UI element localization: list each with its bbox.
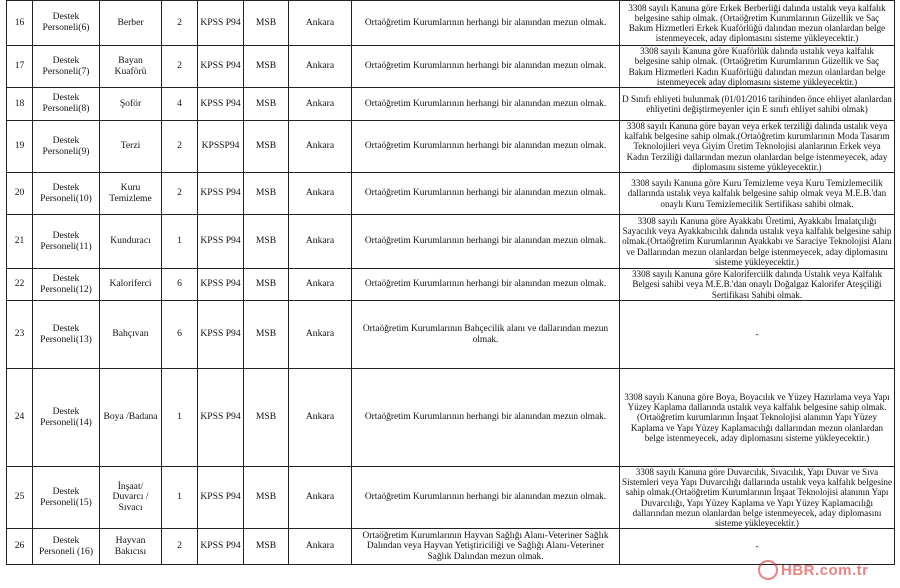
city: Ankara bbox=[289, 46, 352, 88]
job-name: Boya /Badana bbox=[100, 369, 162, 467]
position-title: Destek Personeli(8) bbox=[33, 88, 100, 121]
position-count: 4 bbox=[162, 88, 198, 121]
job-name: İnşaat/ Duvarcı / Sıvacı bbox=[100, 467, 162, 529]
city: Ankara bbox=[289, 301, 352, 369]
kpss-type: KPSS P94 bbox=[198, 269, 244, 301]
kpss-type: KPSS P94 bbox=[198, 1, 244, 46]
position-title: Destek Personeli(13) bbox=[33, 301, 100, 369]
kpss-type: KPSS P94 bbox=[198, 173, 244, 215]
institution: MSB bbox=[244, 88, 289, 121]
position-title: Destek Personeli(11) bbox=[33, 215, 100, 269]
position-count: 2 bbox=[162, 173, 198, 215]
qualification-requirement: 3308 sayılı Kanuna göre Erkek Berberliği dalında ustalık veya kalfalık belgesine sahip olmak. (Ortaöğretim Kurumlarının Güzellik ve Saç Bakım Hizmetleri Erkek Kuaförlüğü dalından mezun olanlardan belge istenmeyecek, aday diplomasını sisteme yükleyecektir.) bbox=[620, 1, 895, 46]
job-name: Berber bbox=[100, 1, 162, 46]
kpss-type: KPSS P94 bbox=[198, 46, 244, 88]
qualification-requirement: 3308 sayılı Kanuna göre Kuru Temizleme veya Kuru Temizlemecilik dallarında ustalık veya kalfalık belgesine sahip olmak veya M.E.B.'dan onaylı Kuru Temizlemecilik Sertifikası sahibi olmak. bbox=[620, 173, 895, 215]
institution: MSB bbox=[244, 215, 289, 269]
city: Ankara bbox=[289, 1, 352, 46]
education-requirement: Ortaöğretim Kurumlarının herhangi bir alanından mezun olmak. bbox=[352, 173, 620, 215]
watermark-text: HBR.com.tr bbox=[781, 561, 869, 579]
position-title: Destek Personeli(6) bbox=[33, 1, 100, 46]
qualification-requirement: 3308 sayılı Kanuna göre Ayakkabı Üretimi, Ayakkabı İmalatçılığı Sayacılık veya Ayakkabıcılık dalında ustalık veya kalfalık belgesine sahip olmak.(Ortaöğretim Kurumlarının Ayakkabı ve Saraciye Teknolojisi Alanı ve Dallarından mezun olanlardan belge istenmeyecek, aday diplomasını sisteme yükleyecektir.) bbox=[620, 215, 895, 269]
education-requirement: Ortaöğretim Kurumlarının Bahçecilik alanı ve dallarından mezun olmak. bbox=[352, 301, 620, 369]
education-requirement: Ortaöğretim Kurumlarının herhangi bir alanından mezun olmak. bbox=[352, 88, 620, 121]
city: Ankara bbox=[289, 467, 352, 529]
institution: MSB bbox=[244, 529, 289, 565]
kpss-type: KPSSP94 bbox=[198, 121, 244, 173]
institution: MSB bbox=[244, 46, 289, 88]
qualification-requirement: 3308 sayılı Kanuna göre bayan veya erkek terziliği dalında ustalık veya kalfalık belgesine sahip olmak.(Ortaöğretim kurumlarının Moda Tasarım Teknolojileri veya Giyim Üretim Teknolojisi alanlarının Erkek veya Kadın Terziliği dallarından mezun olanlardan belge istenmeyecek, aday diplomasını sisteme yükleyecektir.) bbox=[620, 121, 895, 173]
position-count: 2 bbox=[162, 121, 198, 173]
job-listing-table bbox=[6, 0, 895, 565]
position-count: 2 bbox=[162, 529, 198, 565]
table-row bbox=[7, 467, 895, 529]
city: Ankara bbox=[289, 215, 352, 269]
institution: MSB bbox=[244, 467, 289, 529]
row-number: 26 bbox=[7, 529, 33, 565]
table-row bbox=[7, 121, 895, 173]
position-title: Destek Personeli(12) bbox=[33, 269, 100, 301]
row-number: 16 bbox=[7, 1, 33, 46]
kpss-type: KPSS P94 bbox=[198, 215, 244, 269]
position-title: Destek Personeli(14) bbox=[33, 369, 100, 467]
job-name: Şoför bbox=[100, 88, 162, 121]
watermark-logo-icon bbox=[758, 560, 778, 580]
kpss-type: KPSS P94 bbox=[198, 369, 244, 467]
kpss-type: KPSS P94 bbox=[198, 88, 244, 121]
job-name: Kaloriferci bbox=[100, 269, 162, 301]
qualification-requirement: 3308 sayılı Kanuna göre Kaloriferciilk dalında Ustalık veya Kalfalık Belgesi sahibi veya M.E.B.'dan onaylı Doğalgaz Kalorifer Ateşçiliği Sertifikası Sahibi olmak. bbox=[620, 269, 895, 301]
education-requirement: Ortaöğretim Kurumlarının herhangi bir alanından mezun olmak. bbox=[352, 467, 620, 529]
position-count: 1 bbox=[162, 467, 198, 529]
city: Ankara bbox=[289, 269, 352, 301]
city: Ankara bbox=[289, 88, 352, 121]
job-name: Bahçıvan bbox=[100, 301, 162, 369]
position-title: Destek Personeli(7) bbox=[33, 46, 100, 88]
row-number: 25 bbox=[7, 467, 33, 529]
position-title: Destek Personeli(9) bbox=[33, 121, 100, 173]
qualification-requirement: - bbox=[620, 529, 895, 565]
position-title: Destek Personeli (16) bbox=[33, 529, 100, 565]
row-number: 18 bbox=[7, 88, 33, 121]
position-title: Destek Personeli(10) bbox=[33, 173, 100, 215]
row-number: 24 bbox=[7, 369, 33, 467]
position-count: 6 bbox=[162, 301, 198, 369]
education-requirement: Ortaöğretim Kurumlarının herhangi bir alanından mezun olmak. bbox=[352, 121, 620, 173]
table-row bbox=[7, 173, 895, 215]
position-count: 1 bbox=[162, 369, 198, 467]
row-number: 23 bbox=[7, 301, 33, 369]
education-requirement: Ortaöğretim Kurumlarının herhangi bir alanından mezun olmak. bbox=[352, 46, 620, 88]
table-row bbox=[7, 215, 895, 269]
city: Ankara bbox=[289, 529, 352, 565]
qualification-requirement: D Sınıfı ehliyeti bulunmak (01/01/2016 tarihinden önce ehliyet alanlardan ehliyetini değiştirmeyenler için E sınıfı ehliyet sahibi olmak) bbox=[620, 88, 895, 121]
job-name: Hayvan Bakıcısı bbox=[100, 529, 162, 565]
education-requirement: Ortaöğretim Kurumlarının Hayvan Sağlığı Alanı-Veteriner Sağlık Dalından veya Hayvan Yetiştiriciliği ve Sağlığı Alanı-Veteriner Sağlık Dalından mezun olmak. bbox=[352, 529, 620, 565]
job-name: Kuru Temizleme bbox=[100, 173, 162, 215]
position-title: Destek Personeli(15) bbox=[33, 467, 100, 529]
position-count: 6 bbox=[162, 269, 198, 301]
institution: MSB bbox=[244, 173, 289, 215]
city: Ankara bbox=[289, 173, 352, 215]
education-requirement: Ortaöğretim Kurumlarının herhangi bir alanından mezun olmak. bbox=[352, 1, 620, 46]
qualification-requirement: 3308 sayılı Kanuna göre Boya, Boyacılık ve Yüzey Hazırlama veya Yapı Yüzey Kaplama dallarında ustalık veya kalfalık belgesine sahip olmak. (Ortaöğretim kurumlarının İnşaat Teknolojisi alanının Yapı Yüzey Kaplama ve Yapı Yüzey Kaplamacılığı dallarından mezun olanlardan belge istenmeyecek, aday diplomasını sisteme yükleyecektir.) bbox=[620, 369, 895, 467]
row-number: 17 bbox=[7, 46, 33, 88]
institution: MSB bbox=[244, 121, 289, 173]
city: Ankara bbox=[289, 369, 352, 467]
site-watermark bbox=[758, 558, 892, 582]
row-number: 20 bbox=[7, 173, 33, 215]
table-row bbox=[7, 88, 895, 121]
table-row bbox=[7, 269, 895, 301]
institution: MSB bbox=[244, 1, 289, 46]
position-count: 2 bbox=[162, 1, 198, 46]
table-row bbox=[7, 369, 895, 467]
position-count: 2 bbox=[162, 46, 198, 88]
table-row bbox=[7, 1, 895, 46]
education-requirement: Ortaöğretim Kurumlarının herhangi bir alanından mezun olmak. bbox=[352, 269, 620, 301]
row-number: 22 bbox=[7, 269, 33, 301]
table-row bbox=[7, 46, 895, 88]
job-name: Bayan Kuaförü bbox=[100, 46, 162, 88]
job-name: Kunduracı bbox=[100, 215, 162, 269]
job-name: Terzi bbox=[100, 121, 162, 173]
table-row bbox=[7, 301, 895, 369]
kpss-type: KPSS P94 bbox=[198, 467, 244, 529]
qualification-requirement: 3308 sayılı Kanuna göre Kuaförlük dalında ustalık veya kalfalık belgesine sahip olmak. (Ortaöğretim Kurumlarının Güzellik ve Saç Bakım Hizmetleri Kadın Kuaförlüğü dalından mezun olanlardan belge istenmeyecek aday diplomasını sisteme yükleyecektir.) bbox=[620, 46, 895, 88]
education-requirement: Ortaöğretim Kurumlarının herhangi bir alanından mezun olmak. bbox=[352, 215, 620, 269]
institution: MSB bbox=[244, 301, 289, 369]
row-number: 21 bbox=[7, 215, 33, 269]
qualification-requirement: 3308 sayılı Kanuna göre Duvarcılık, Sıvacılık, Yapı Duvar ve Sıva Sistemleri veya Yapı Duvarcılığı dallarında ustalık veya kalfalık belgesine sahip olmak.(Ortaöğretim Kurumlarının İnşaat Teknolojisi alanının Yapı Duvarcılığı, Yapı Yüzey Kaplama ve Yapı Yüzey Kaplamacılığı dallarından mezun olanlardan belge istenmeyecek, aday diplomasını sisteme yükleyecektir.) bbox=[620, 467, 895, 529]
education-requirement: Ortaöğretim Kurumlarının herhangi bir alanından mezun olmak. bbox=[352, 369, 620, 467]
position-count: 1 bbox=[162, 215, 198, 269]
kpss-type: KPSS P94 bbox=[198, 301, 244, 369]
kpss-type: KPSS P94 bbox=[198, 529, 244, 565]
institution: MSB bbox=[244, 369, 289, 467]
city: Ankara bbox=[289, 121, 352, 173]
qualification-requirement: - bbox=[620, 301, 895, 369]
institution: MSB bbox=[244, 269, 289, 301]
row-number: 19 bbox=[7, 121, 33, 173]
